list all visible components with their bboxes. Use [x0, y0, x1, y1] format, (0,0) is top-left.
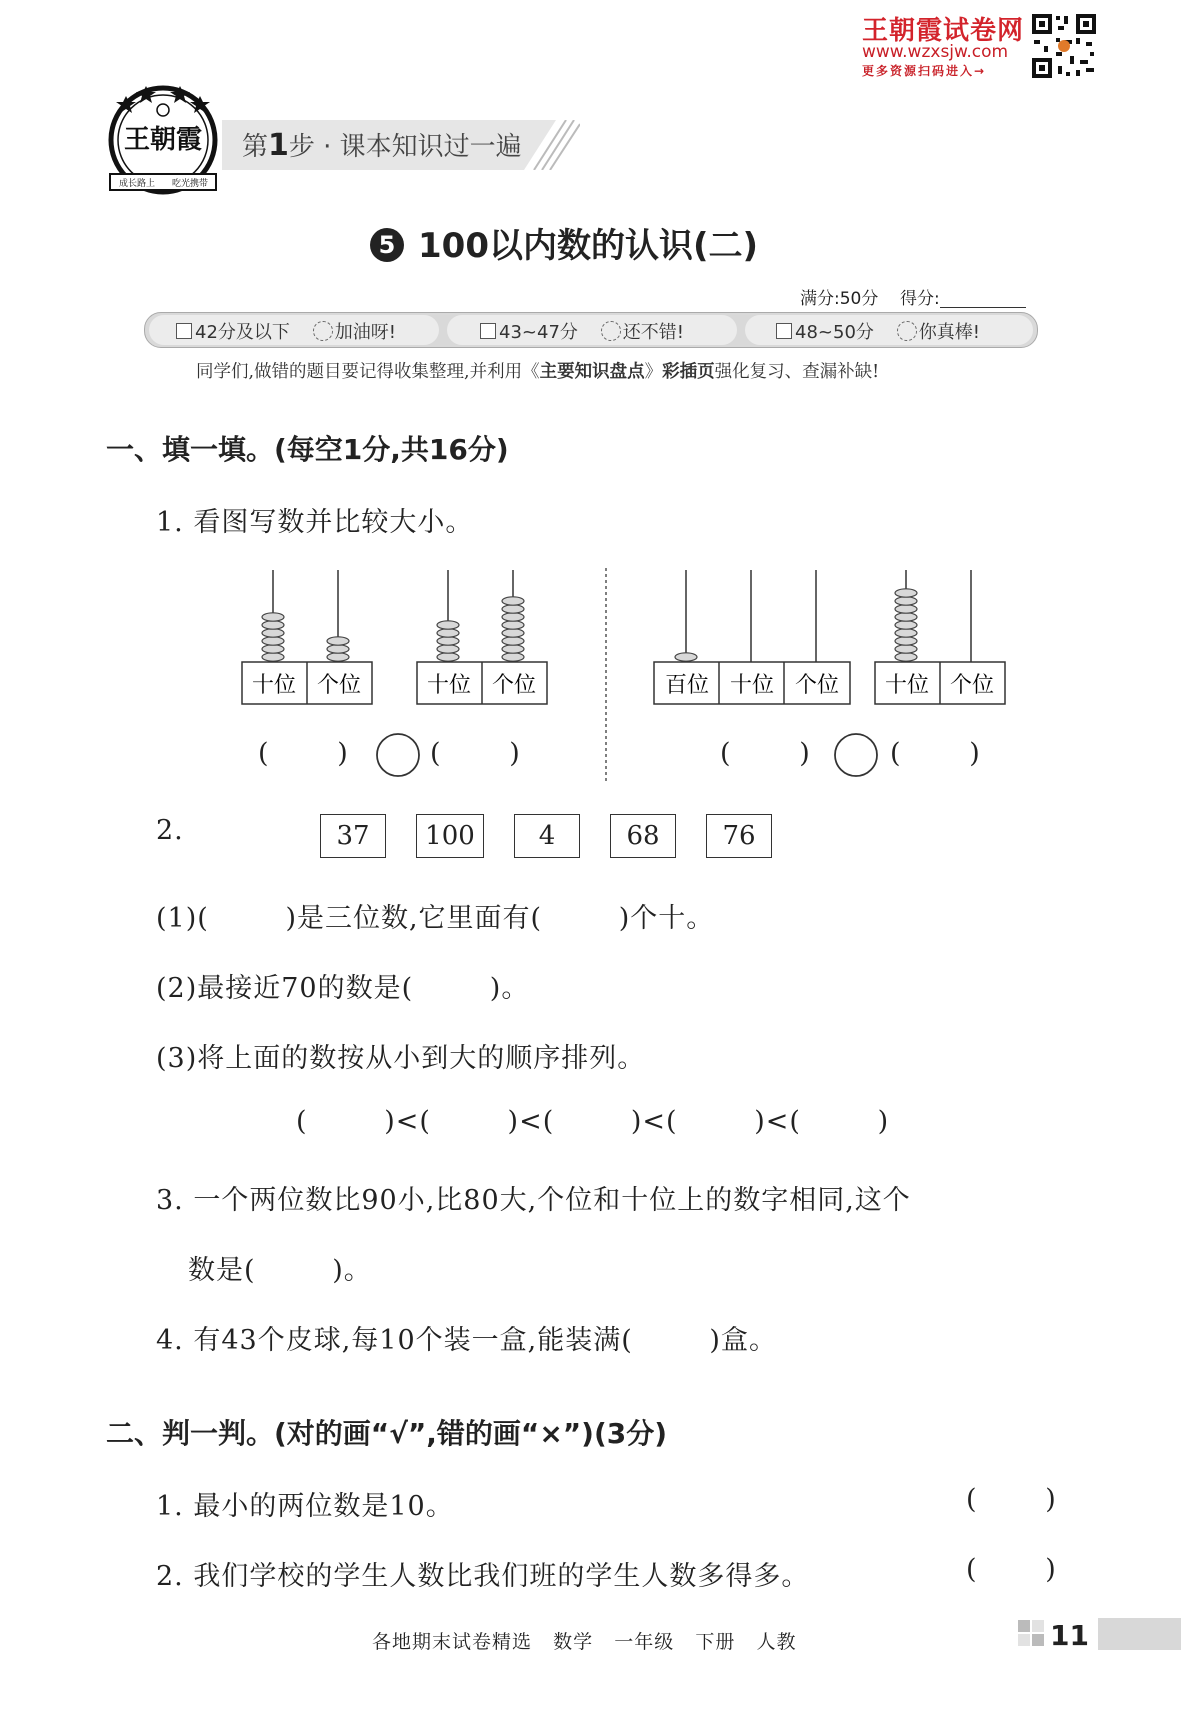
abacus-bead: [437, 621, 459, 629]
abacus-3-hundreds-beads: [675, 653, 697, 661]
number-card: 4: [514, 814, 580, 858]
label-hundreds: 百位: [664, 673, 710, 698]
section2-heading: 二、判一判。(对的画“√”,错的画“×”)(3分): [106, 1417, 668, 1450]
answer-blank[interactable]: ( ): [258, 738, 348, 769]
abacus-1-tens-beads: [262, 613, 284, 661]
abacus-3: [654, 570, 850, 704]
label-tens: 十位: [884, 673, 930, 698]
abacus-bead: [502, 645, 524, 653]
abacus-bead: [502, 621, 524, 629]
abacus-bead: [262, 653, 284, 661]
question-2-2: 2. 我们学校的学生人数比我们班的学生人数多得多。: [156, 1561, 810, 1592]
footer-text: 各地期末试卷精选 数学 一年级 下册 人教: [372, 1631, 797, 1653]
label-ones: 个位: [316, 673, 362, 698]
brand-name: 王朝霞试卷网: [862, 16, 1025, 46]
answer-blank[interactable]: ( ): [430, 738, 520, 769]
question-1-2-3: (3)将上面的数按从小到大的顺序排列。: [156, 1043, 646, 1074]
abacus-bead: [895, 589, 917, 597]
score-line: 满分:50分 得分:: [800, 284, 1026, 309]
answer-blank[interactable]: ( ): [890, 738, 980, 769]
compare-circle-2: [835, 734, 877, 776]
abacus-bead: [895, 629, 917, 637]
question-1-3: 3. 一个两位数比90小,比80大,个位和十位上的数字相同,这个: [156, 1185, 911, 1216]
logo-slogan-left: 成长路上: [118, 179, 156, 189]
grade-level-3[interactable]: 48~50分 你真棒!: [776, 318, 980, 344]
abacus-1: [242, 570, 372, 704]
judge-blank[interactable]: ( ): [966, 1554, 1056, 1585]
label-tens: 十位: [251, 673, 297, 698]
abacus-bead: [262, 613, 284, 621]
question-1-4: 4. 有43个皮球,每10个装一盒,能装满( )盒。: [156, 1325, 777, 1356]
abacus-4-tens-beads: [895, 589, 917, 661]
abacus-bead: [437, 637, 459, 645]
abacus-bead: [895, 645, 917, 653]
brand-url[interactable]: www.wzxsjw.com: [862, 42, 1009, 62]
step-title: 第1步 · 课本知识过一遍: [242, 128, 522, 163]
qr-code-icon[interactable]: [1030, 12, 1098, 80]
judge-blank[interactable]: ( ): [966, 1484, 1056, 1515]
abacus-bead: [437, 645, 459, 653]
abacus-bead: [437, 653, 459, 661]
abacus-bead: [502, 605, 524, 613]
lesson-number-badge: 5: [370, 228, 404, 262]
abacus-bead: [327, 645, 349, 653]
abacus-bead: [895, 605, 917, 613]
abacus-bead: [327, 637, 349, 645]
question-1-2-label: 2.: [156, 815, 184, 846]
smiley-icon: [897, 321, 917, 341]
abacus-bead: [262, 629, 284, 637]
abacus-bead: [895, 621, 917, 629]
logo-slogan-right: 吃光携带: [171, 179, 209, 189]
order-blanks[interactable]: ( )<( )<( )<( )<( ): [296, 1106, 890, 1137]
study-tip: 同学们,做错的题目要记得收集整理,并利用《主要知识盘点》彩插页强化复习、查漏补缺!: [196, 362, 880, 382]
label-tens: 十位: [729, 673, 775, 698]
abacus-bead: [895, 597, 917, 605]
question-1-2-1: (1)( )是三位数,它里面有( )个十。: [156, 903, 715, 934]
abacus-bead: [437, 629, 459, 637]
abacus-bead: [502, 597, 524, 605]
abacus-bead: [895, 653, 917, 661]
page-number: 11: [1050, 1619, 1089, 1652]
abacus-2-ones-beads: [502, 597, 524, 661]
grade-level-2[interactable]: 43~47分 还不错!: [480, 318, 684, 344]
page-corner-icon: [1018, 1620, 1046, 1648]
abacus-bead: [262, 621, 284, 629]
checkbox-icon: [776, 323, 792, 339]
abacus-bead: [502, 653, 524, 661]
checkbox-icon: [480, 323, 496, 339]
abacus-4: [875, 570, 1005, 704]
logo-text: 王朝霞: [123, 125, 203, 155]
abacus-bead: [327, 653, 349, 661]
label-ones: 个位: [949, 673, 995, 698]
abacus-bead: [262, 645, 284, 653]
smiley-icon: [601, 321, 621, 341]
abacus-2-tens-beads: [437, 621, 459, 661]
section1-heading: 一、填一填。(每空1分,共16分): [106, 433, 509, 466]
question-1-1: 1. 看图写数并比较大小。: [156, 507, 474, 538]
score-blank[interactable]: [940, 289, 1026, 308]
abacus-bead: [502, 637, 524, 645]
grade-level-1[interactable]: 42分及以下 加油呀!: [176, 318, 396, 344]
label-ones: 个位: [794, 673, 840, 698]
abacus-bead: [675, 653, 697, 661]
abacus-bead: [895, 637, 917, 645]
page-bar: [1098, 1618, 1181, 1650]
checkbox-icon: [176, 323, 192, 339]
smiley-icon: [313, 321, 333, 341]
label-ones: 个位: [491, 673, 537, 698]
brand-scan-hint: 更多资源扫码进入→: [862, 64, 987, 78]
label-tens: 十位: [426, 673, 472, 698]
number-card: 76: [706, 814, 772, 858]
abacus-2: [417, 570, 547, 704]
question-1-2-2: (2)最接近70的数是( )。: [156, 973, 530, 1004]
number-card: 100: [416, 814, 484, 858]
question-1-3-cont: 数是( )。: [188, 1255, 372, 1286]
answer-blank[interactable]: ( ): [720, 738, 810, 769]
abacus-bead: [502, 613, 524, 621]
abacus-bead: [502, 629, 524, 637]
number-card: 68: [610, 814, 676, 858]
brand-logo: [104, 82, 222, 202]
abacus-1-ones-beads: [327, 637, 349, 661]
abacus-bead: [895, 613, 917, 621]
number-card: 37: [320, 814, 386, 858]
compare-circle-1: [377, 734, 419, 776]
question-2-1: 1. 最小的两位数是10。: [156, 1491, 454, 1522]
abacus-bead: [262, 637, 284, 645]
lesson-title: 5 100以内数的认识(二): [370, 218, 758, 267]
